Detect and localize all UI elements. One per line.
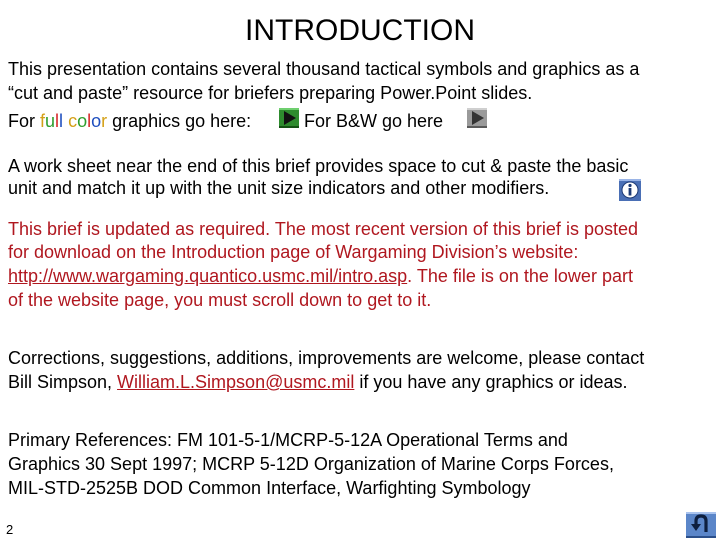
email-link[interactable]: William.L.Simpson@usmc.mil [117, 372, 355, 392]
contact-name: Bill Simpson, [8, 372, 118, 392]
play-icon [467, 108, 487, 128]
page-number: 2 [6, 522, 14, 537]
color-letter: o [77, 111, 88, 131]
info-icon [619, 179, 641, 201]
website-link[interactable]: http://www.wargaming.quantico.usmc.mil/intro.asp [8, 266, 408, 286]
color-graphics-line [8, 109, 251, 133]
bw-button[interactable] [467, 108, 487, 128]
worksheet-line-1: A work sheet near the end of this brief provides space to cut & paste the basic [8, 156, 629, 176]
bw-label: For B&W go here [304, 111, 444, 131]
color-letter: l [59, 111, 64, 131]
page-title: INTRODUCTION [245, 14, 475, 47]
color-prefix: For [8, 111, 41, 131]
info-button[interactable] [619, 179, 641, 201]
update-line-2: for download on the Introduction page of Wargaming Division’s website: [8, 242, 579, 262]
corrections-line-1: Corrections, suggestions, additions, improvements are welcome, please contact [8, 348, 645, 368]
color-letter: u [45, 111, 56, 131]
corrections-after-email: if you have any graphics or ideas. [354, 372, 628, 392]
intro-line-1: This presentation contains several thousand tactical symbols and graphics as a [8, 59, 640, 79]
worksheet-line-2: unit and match it up with the unit size indicators and other modifiers. [8, 178, 550, 198]
color-letter: l [87, 111, 92, 131]
intro-line-2: “cut and paste” resource for briefers preparing Power.Point slides. [8, 83, 533, 103]
update-after-url: . The file is on the lower part [407, 266, 633, 286]
full-color-text [40, 111, 107, 131]
play-icon [279, 108, 299, 128]
color-letter: c [68, 111, 78, 131]
full-color-button[interactable] [279, 108, 299, 128]
update-line-1: This brief is updated as required. The most recent version of this brief is posted [8, 219, 638, 239]
color-letter: l [55, 111, 60, 131]
update-line-3 [8, 264, 633, 288]
update-line-4: of the website page, you must scroll down to get to it. [8, 290, 432, 310]
color-letter: o [91, 111, 102, 131]
return-button[interactable] [686, 512, 716, 538]
color-suffix: graphics go here: [107, 111, 252, 131]
return-arrow-icon [686, 512, 716, 538]
color-letter: r [101, 111, 108, 131]
references-line-2: Graphics 30 Sept 1997; MCRP 5-12D Organization of Marine Corps Forces, [8, 454, 614, 474]
references-line-1: Primary References: FM 101-5-1/MCRP-5-12A Operational Terms and [8, 430, 568, 450]
corrections-line-2 [8, 370, 628, 394]
references-line-3: MIL-STD-2525B DOD Common Interface, Warfighting Symbology [8, 478, 531, 498]
color-letter: f [40, 111, 46, 131]
